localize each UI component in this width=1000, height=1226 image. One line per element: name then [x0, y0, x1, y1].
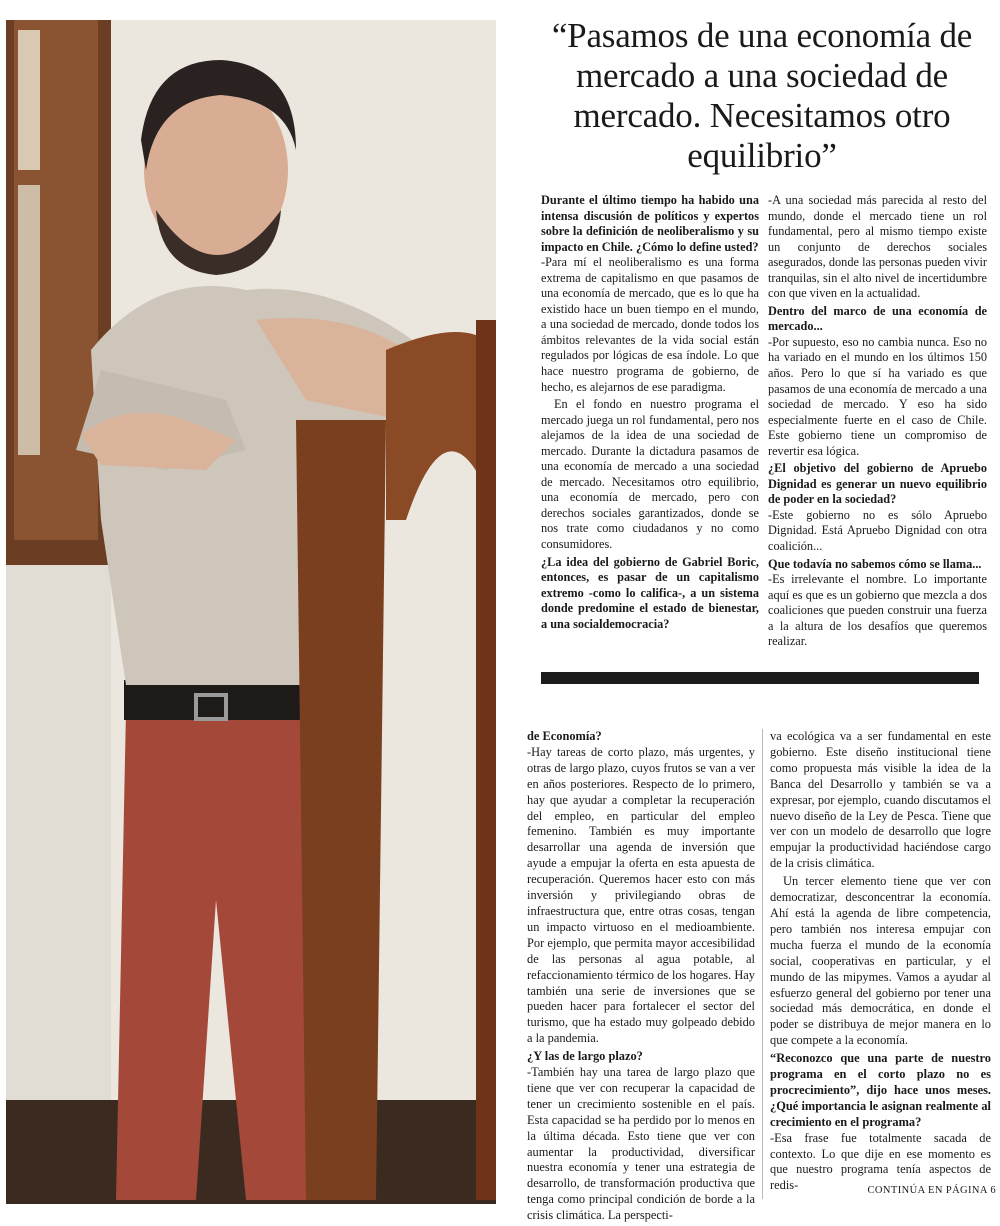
- article-column-3: [527, 729, 755, 1226]
- answer: -Es irrelevante el nombre. Lo importante aquí es que es un gobierno que mezcla a dos coaliciones que pueden construir una fuerza a la altura de los desafíos que queremos realizar.: [768, 572, 987, 649]
- question: Dentro del marco de una economía de mercado...: [768, 303, 987, 334]
- answer: va ecológica va a ser fundamental en este gobierno. Este diseño institucional tiene como propuesta más visible la idea de la Banca del Desarrollo y también se va a expresar, por ejemplo, cuando discutamos el nuevo diseño de la Ley de Pesca. Tiene que ver con un modelo de desarrollo que logre empujar la productividad haciéndose cargo de la crisis climática.: [770, 729, 991, 871]
- article-column-4: [770, 729, 991, 1196]
- answer: -Hay tareas de corto plazo, más urgentes, y otras de largo plazo, cuyos frutos se van a ver en años posteriores. Respecto de lo primero, hay que ayudar a completar la recuperación del empleo, en particular del empleo femenino. También es muy importante desarrollar una agenda de inversión que ayude a empujar la oferta en esta apuesta de recuperación. Queremos hacer esto con más inversión y privilegiando obras de infraestructura que, entre otras cosas, tengan un impacto virtuoso en el medioambiente. Por ejemplo, que permita mayor accesibilidad de las personas al agua potable, al refaccionamiento térmico de los hogares. Hay también una serie de inversiones que se pueden hacer para fortalecer el sector del turismo, que ha estado muy golpeado debido a la pandemia.: [527, 744, 755, 1046]
- question: Que todavía no sabemos cómo se llama...: [768, 556, 982, 571]
- question: Durante el último tiempo ha habido una intensa discusión de políticos y expertos sobre la definición de neoliberalismo y su impacto en Chile. ¿Cómo lo define usted?: [541, 193, 759, 254]
- section-divider-bar: [541, 672, 979, 684]
- question: de Economía?: [527, 729, 602, 743]
- answer: Un tercer elemento tiene que ver con democratizar, desconcentrar la economía. Ahí está la agenda de libre competencia, pero también nos interesa empujar con mucha fuerza el mundo de la economía social, cooperativas en particular, y el mundo de las mipymes. Vamos a ayudar al esfuerzo general del gobierno por tener una sociedad más democrática, en donde el poder se distribuya de mejor manera en lo que compete a la economía.: [770, 874, 991, 1048]
- answer: -Este gobierno no es sólo Apruebo Dignidad. Está Apruebo Dignidad con otra coalición...: [768, 507, 987, 554]
- question: ¿La idea del gobierno de Gabriel Boric, entonces, es pasar de un capitalismo extremo -como lo califica-, a un sistema donde predomine el estado de bienestar, a una socialdemocracia?: [541, 554, 759, 631]
- answer: -Para mí el neoliberalismo es una forma extrema de capitalismo en que pasamos de una economía de mercado, que es lo que ha existido hace un buen tiempo en el mundo, a una sociedad de mercado, donde todos los ámbitos relevantes de la vida social están regulados por lógicas de esa índole. Lo que hace nuestro programa de gobierno, de hecho, es alejarnos de ese paradigma.: [541, 255, 759, 394]
- answer: En el fondo en nuestro programa el mercado juega un rol fundamental, pero nos alejamos de la idea de una sociedad de mercado. Durante la dictadura pasamos de una economía de mercado a una sociedad de mercado. Necesitamos otro equilibrio, una economía de mercado, pero con derechos sociales garantizados, donde se nos trate como ciudadanos y no como consumidores.: [541, 397, 759, 552]
- article-column-2: [768, 193, 987, 652]
- answer: -Por supuesto, eso no cambia nunca. Eso no ha variado en el mundo en los últimos 150 años. Pero lo que sí ha variado es que pasamos de una economía de mercado a una sociedad de mercado. Y eso ha sido especialmente fuerte en el caso de Chile. Este gobierno tiene un compromiso de revertir esa lógica.: [768, 334, 987, 458]
- headline: “Pasamos de una economía de mercado a una sociedad de mercado. Necesitamos otro equilibrio”: [551, 16, 973, 175]
- continuation-note: CONTINÚA EN PÁGINA 6: [867, 1185, 996, 1196]
- question: ¿Y las de largo plazo?: [527, 1049, 643, 1064]
- article-column-1: [541, 193, 759, 632]
- question: “Reconozco que una parte de nuestro programa en el corto plazo no es procrecimiento”, dijo hace unos meses. ¿Qué importancia le asignan realmente al crecimiento en el programa?: [770, 1051, 991, 1129]
- answer: -También hay una tarea de largo plazo que tiene que ver con recuperar la capacidad de tener un crecimiento sostenible en el país. Esta capacidad se ha perdido por lo menos en la última década. Esto tiene que ver con aumentar la productividad, diversificar nuestra economía y tener una estrategia de desarrollo, de transformación productiva que tenga como principal condición de borde a la crisis climática. La perspecti-: [527, 1065, 755, 1223]
- answer: -A una sociedad más parecida al resto del mundo, donde el mercado tiene un rol fundamental, pero al mismo tiempo existe un conjunto de derechos sociales asegurados, donde las personas pueden vivir tranquilas, sin el alto nivel de incertidumbre con que viven en la actualidad.: [768, 193, 987, 301]
- portrait-photo: [6, 20, 496, 1204]
- column-rule: [762, 729, 763, 1199]
- answer: -Esa frase fue totalmente sacada de contexto. Lo que dije en ese momento es que nuestro programa tenía aspectos de redis-: [770, 1130, 991, 1193]
- question: ¿El objetivo del gobierno de Apruebo Dignidad es generar un nuevo equilibrio de poder en la sociedad?: [768, 461, 987, 507]
